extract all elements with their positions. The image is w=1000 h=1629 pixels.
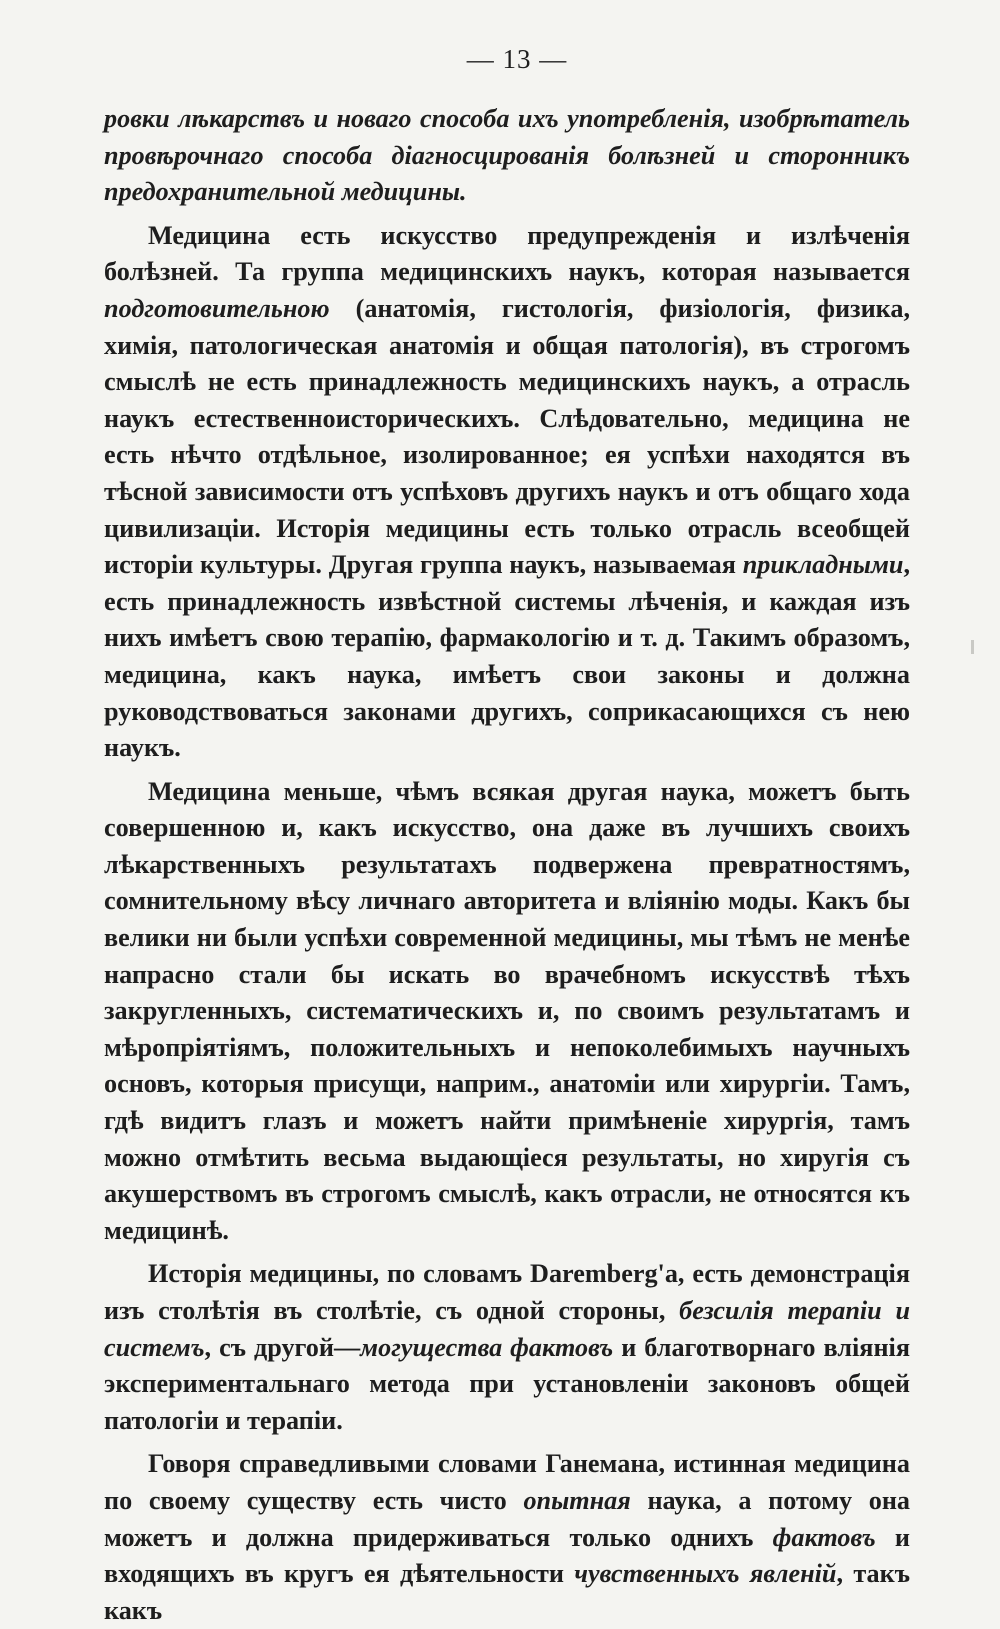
text-span: Медицина меньше, чѣмъ всякая другая наука, можетъ быть совершенною и, какъ искусство, она даже въ лучшихъ своихъ лѣкарственныхъ результатахъ подвержена превратностямъ, сомнительному вѣсу личнаго авторитета и вліянію моды. Какъ бы велики ни были успѣхи современной медицины, мы тѣмъ не менѣе напрасно стали бы искать во врачебномъ искусствѣ тѣхъ закругленныхъ, систематическихъ и, по своимъ результатамъ и мѣропріятіямъ, положительныхъ и непоколебимыхъ научныхъ основъ, которыя присущи, наприм., анатоміи или хирургіи. Тамъ, гдѣ видитъ глазъ и можетъ найти примѣненіе хирургія, тамъ можно отмѣтить весьма выдающіеся результаты, но хиругія съ акушерствомъ въ строгомъ смыслѣ, какъ отрасли, не относятся къ медицинѣ.: [104, 776, 910, 1245]
italic-term: чувственныхъ явленій: [574, 1559, 837, 1589]
italic-term: прикладными: [742, 550, 904, 580]
text-span: , есть принадлежность извѣстной системы лѣченія, и каждая изъ нихъ имѣетъ свою терапію, фармакологію и т. д. Такимъ образомъ, медицина, какъ наука, имѣетъ свои законы и должна руководствоваться законами другихъ, соприкасающихся съ нею наукъ.: [104, 550, 910, 763]
paragraph-2: [104, 218, 910, 767]
text-span: , такъ какъ: [104, 1559, 911, 1625]
italic-term: могущества фактовъ: [360, 1332, 614, 1362]
text-span: , съ другой—: [204, 1332, 361, 1362]
italic-term: фактовъ: [772, 1522, 876, 1552]
paragraph-3: [104, 774, 910, 1250]
text-span: Исторія медицины, по словамъ Daremberg'a, есть демонстрація изъ столѣтія въ столѣтіе, съ одной стороны,: [104, 1259, 910, 1325]
paragraph-4: [104, 1256, 910, 1439]
italic-term: безсилія терапіи и системъ: [104, 1296, 911, 1362]
text-span: ровки лѣкарствъ и новаго способа ихъ употребленія, изобрѣтатель провѣрочнаго способа діагносцированія болѣзней и сторонникъ предохранительной медицины.: [104, 104, 910, 207]
text-span: и благотворнаго вліянія экспериментальнаго метода при установленіи законовъ общей патологіи и терапіи.: [104, 1332, 910, 1435]
italic-term: подготовительною: [104, 293, 330, 323]
paragraph-5: [104, 1446, 910, 1629]
page-number: — 13 —: [466, 44, 568, 74]
text-span: Говоря справедливыми словами Ганемана, истинная медицина по своему существу есть чисто: [104, 1449, 910, 1515]
body-text: [104, 101, 910, 1629]
paragraph-1: [104, 101, 910, 211]
text-span: (анатомія, гистологія, физіологія, физика, химія, патологическая анатомія и общая патологія), въ строгомъ смыслѣ не есть принадлежность медицинскихъ наукъ, а отрасль наукъ естественноисторическихъ. Слѣдовательно, медицина не есть нѣчто отдѣльное, изолированное; ея успѣхи находятся въ тѣсной зависимости отъ успѣховъ другихъ наукъ и отъ общаго хода цивилизаціи. Исторія медицины есть только отрасль всеобщей исторіи культуры. Другая группа наукъ, называемая: [104, 293, 910, 580]
text-span: и входящихъ въ кругъ ея дѣятельности: [104, 1522, 910, 1589]
margin-speck: [971, 640, 974, 654]
text-span: Медицина есть искусство предупрежденія и излѣченія болѣзней. Та группа медицинскихъ наукъ, которая называется: [104, 220, 910, 287]
text-span: наука, а потому она можетъ и должна придерживаться только однихъ: [104, 1485, 911, 1552]
italic-term: опытная: [523, 1485, 631, 1515]
